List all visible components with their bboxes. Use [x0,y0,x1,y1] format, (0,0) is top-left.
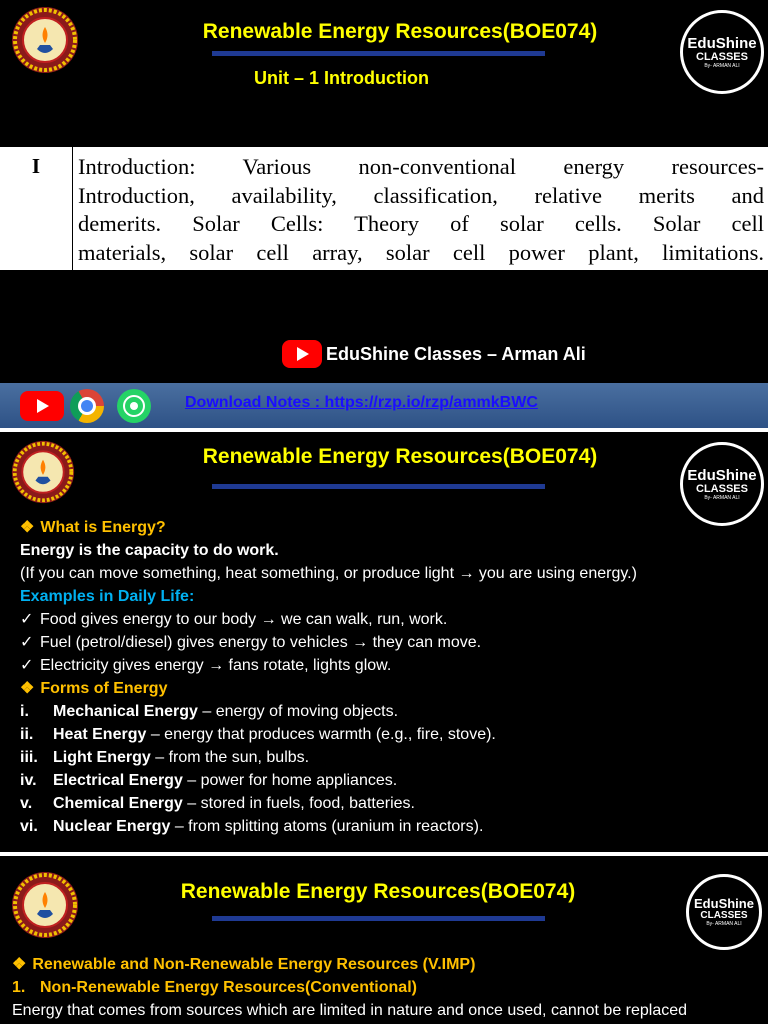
slide-subtitle: Unit – 1 Introduction [254,68,429,88]
slide-title: Renewable Energy Resources(BOE074) [180,880,576,903]
form-item: vi. Nuclear Energy – from splitting atoms (uranium in reactors). [20,818,484,835]
download-bar [0,383,768,428]
examples-heading: Examples in Daily Life: [20,588,195,605]
title-underline [212,484,545,489]
logo-text-classes: CLASSES [696,50,748,63]
syllabus-line: materials, solar cell array, solar cell power plant, limitations. [78,240,764,266]
checkmark-icon: ✓ [20,657,34,674]
syllabus-table [0,146,768,270]
diamond-bullet-icon: ❖ [12,956,27,973]
energy-definition: Energy is the capacity to do work. [20,542,279,559]
form-item: v. Chemical Energy – stored in fuels, food, batteries. [20,795,415,812]
heading-what-is-energy: ❖ What is Energy? [20,519,166,536]
channel-credit[interactable] [282,340,586,368]
chrome-icon[interactable] [70,389,104,423]
slide-title: Renewable Energy Resources(BOE074) [202,20,598,43]
logo-text-classes: CLASSES [696,482,748,495]
checkmark-icon: ✓ [20,611,34,628]
youtube-icon[interactable] [282,340,322,368]
heading-forms-of-energy: ❖ Forms of Energy [20,680,168,697]
edushine-logo [680,442,764,526]
example-item: ✓ Food gives energy to our body → we can walk, run, work. [20,608,637,631]
checkmark-icon: ✓ [20,634,34,651]
form-item: i. Mechanical Energy – energy of moving objects. [20,703,399,720]
diamond-bullet-icon: ❖ [20,680,35,697]
form-item: iii. Light Energy – from the sun, bulbs. [20,749,310,766]
title-underline [212,51,545,56]
table-border [0,146,768,147]
download-notes-link[interactable]: Download Notes : https://rzp.io/rzp/ammkBWC [185,394,538,411]
syllabus-line: demerits. Solar Cells: Theory of solar cells. Solar cell [78,211,764,237]
example-item: ✓ Fuel (petrol/diesel) gives energy to vehicles → they can move. [20,631,637,654]
non-renewable-heading: 1. Non-Renewable Energy Resources(Conventional) [12,979,417,996]
whatsapp-icon[interactable] [117,389,151,423]
slide-what-is-energy [0,432,768,852]
syllabus-text [78,153,764,268]
title-underline [212,916,545,921]
logo-text-edushine: EduShine [687,34,757,52]
non-renewable-body: Energy that comes from sources which are limited in nature and once used, cannot be replaced [12,1002,688,1019]
form-item: iv. Electrical Energy – power for home appliances. [20,772,398,789]
logo-text-edushine: EduShine [694,896,754,911]
syllabus-line: Introduction: Various non-conventional energy resources- [78,154,764,179]
energy-definition-note: (If you can move something, heat something, or produce light → you are using energy.) [20,565,637,582]
logo-text-author: By- ARMAN ALI [704,62,740,69]
resources-content [12,953,687,1022]
youtube-icon[interactable] [20,391,64,421]
example-item: ✓ Electricity gives energy → fans rotate, lights glow. [20,654,637,677]
energy-content [20,516,637,838]
logo-text-author: By- ARMAN ALI [704,494,740,501]
logo-text-author: By- ARMAN ALI [706,921,742,927]
unit-number: I [31,154,41,178]
form-item: ii. Heat Energy – energy that produces warmth (e.g., fire, stove). [20,726,496,743]
syllabus-line: Introduction, availability, classification, relative merits and [78,182,764,208]
diamond-bullet-icon: ❖ [20,519,35,536]
heading-renewable-nonrenewable: ❖ Renewable and Non-Renewable Energy Resources (V.IMP) [12,956,476,973]
slide-title: Renewable Energy Resources(BOE074) [202,445,598,468]
logo-text-edushine: EduShine [687,466,757,484]
slide-unit-intro [0,0,768,428]
channel-name: EduShine Classes – Arman Ali [326,343,586,364]
edushine-logo [680,10,764,94]
edushine-logo [686,874,762,950]
slide-renewable-vs-nonrenewable [0,856,768,1024]
logo-text-classes: CLASSES [700,910,748,921]
